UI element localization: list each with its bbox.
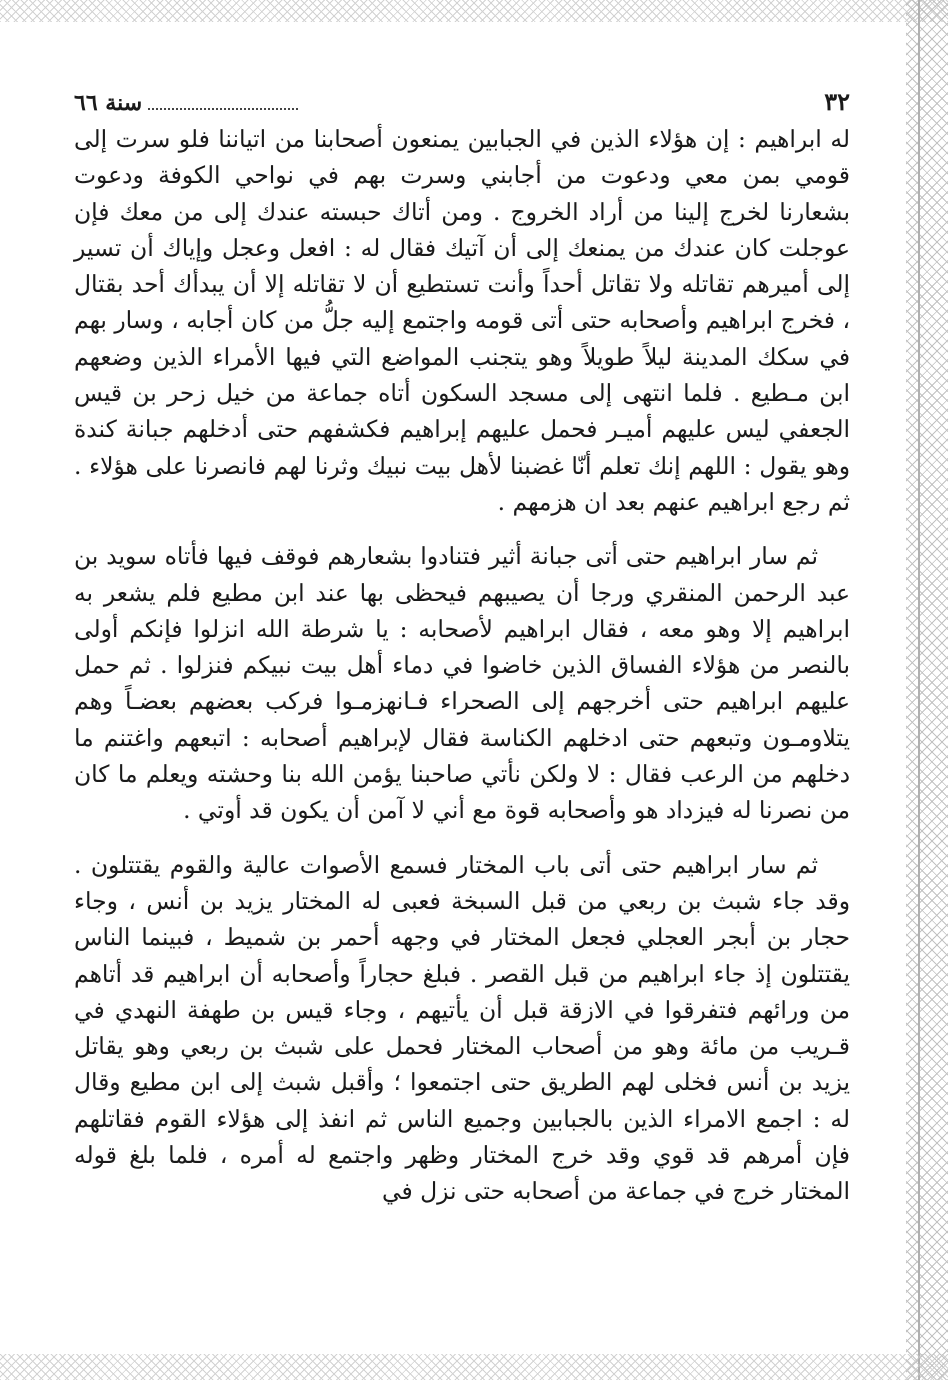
leader-dots bbox=[148, 108, 298, 110]
paragraph-1: له ابراهيم : إن هؤلاء الذين في الجبابين يمنعون أصحابنا من اتياننا فلو سرت إلى قومي بمن معي ودعوت من أجابني وسرت بهم في نواحي الكوفة ودعوت بشعارنا لخرج إلينا من أراد الخروج . ومن أتاك حبسته عندك إلى من معك فإن عوجلت كان عندك من يمنعك إلى أن آتيك فقال له : افعل وعجل وإياك أن تسير إلى أميرهم تقاتله ولا تقاتل أحداً وأنت تستطيع أن لا تقاتله إلا أن يبدأك أحد بقتال ، فخرج ابراهيم وأصحابه حتى أتى قومه واجتمع إليه جلُّ من كان أجابه ، وسار بهم في سكك المدينة ليلاً طويلاً وهو يتجنب المواضع التي فيها الأمراء الذين وضعهم ابن مـطيع . فلما انتهى إلى مسجد السكون أتاه جماعة من خيل زحر بن قيس الجعفي ليس عليهم أميـر فحمل عليهم إبراهيم فكشفهم حتى أدخلهم جبانة كندة وهو يقول : اللهم إنك تعلم أنّا غضبنا لأهل بيت نبيك وثرنا لهم فانصرنا على هؤلاء . ثم رجع ابراهيم عنهم بعد ان هزمهم . bbox=[74, 125, 851, 516]
decorative-border-top bbox=[0, 0, 948, 22]
page-body bbox=[74, 121, 850, 1210]
page-number: ٣٢ bbox=[824, 87, 850, 116]
page-header bbox=[74, 76, 850, 116]
year-label: سنة ٦٦ bbox=[74, 90, 143, 116]
running-header bbox=[74, 90, 298, 116]
book-page bbox=[74, 76, 850, 1210]
border-rule bbox=[918, 0, 920, 1380]
decorative-border-bottom bbox=[0, 1354, 948, 1380]
paragraph-3: ثم سار ابراهيم حتى أتى باب المختار فسمع الأصوات عالية والقوم يقتتلون . وقد جاء شبث بن ربعي من قبل السبخة فعبى له المختار يزيد بن أنس ، وجاء حجار بن أبجر العجلي فجعل المختار في وجهه أحمر بن شميط ، فبينما الناس يقتتلون إذ جاء ابراهيم من قبل القصر . فبلغ حجاراً وأصحابه أن ابراهيم قد أتاهم من ورائهم فتفرقوا في الازقة قبل أن يأتيهم ، وجاء قيس بن طهفة النهدي في قـريب من مائة وهو من أصحاب المختار فحمل على شبث بن ربعي وهو يقاتل يزيد بن أنس فخلى لهم الطريق حتى اجتمعوا ؛ وأقبل شبث إلى ابن مطيع وقال له : اجمع الامراء الذين بالجبابين وجميع الناس ثم انفذ إلى هؤلاء القوم فقاتلهم فإن أمرهم قد قوي وقد خرج المختار وظهر واجتمع له أمره ، فلما بلغ قوله المختار خرج في جماعة من أصحابه حتى نزل في bbox=[74, 850, 850, 1206]
decorative-border-right bbox=[906, 0, 948, 1380]
paragraph-2: ثم سار ابراهيم حتى أتى جبانة أثير فتنادوا بشعارهم فوقف فيها فأتاه سويد بن عبد الرحمن المنقري ورجا أن يصيبهم فيحظى بها عند ابن مطيع فلم يشعر به ابراهيم إلا وهو معه ، فقال ابراهيم لأصحابه : يا شرطة الله انزلوا فإنكم أولى بالنصر من هؤلاء الفساق الذين خاضوا في دماء أهل بيت نبيكم فنزلوا . ثم حمل عليهم ابراهيم حتى أخرجهم إلى الصحراء فـانهزمـوا فركب بعضهم بعضـاً وهم يتلاومـون وتبعهم حتى ادخلهم الكناسة فقال لإبراهيم أصحابه : اتبعهم واغتنم ما دخلهم من الرعب فقال : لا ولكن نأتي صاحبنا يؤمن الله بنا وحشته ويعلم ما كان من نصرنا له فيزداد هو وأصحابه قوة مع أني لا آمن أن يكون قد أوتي . bbox=[74, 542, 850, 825]
